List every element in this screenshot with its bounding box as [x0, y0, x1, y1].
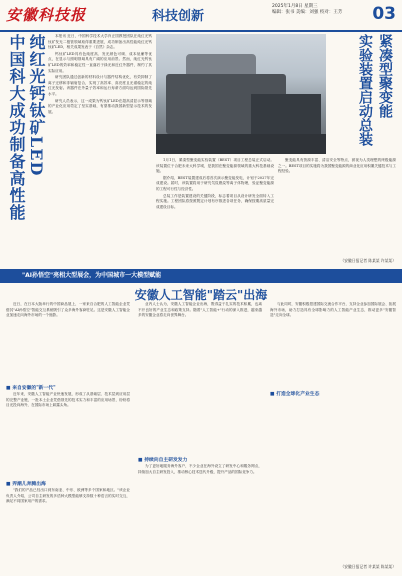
story2-credit: （安徽日报记者 陈某某 许某某） — [340, 258, 396, 263]
story3-subhead: ■ 打造全球化产业生态 — [270, 390, 319, 397]
story3-col1-bottom — [6, 488, 130, 572]
newspaper-logo: 安徽科技报 — [6, 6, 87, 24]
paragraph: 聚变能具有资源丰富、清洁安全等特点，被视为人类理想的终极能源之一。BEST项目的实施将为我国聚变能源的商业化应用积累关键技术与工程经验。 — [278, 158, 396, 174]
story2-body-left — [156, 158, 274, 266]
story3-credit: （安徽日报记者 许某某 陈某某） — [340, 564, 396, 569]
paragraph: 与此同时，安徽积极搭建国际交流合作平台，支持企业参加国际展会、拓展海外市场，助力打造具有全球影响力的人工智能产业生态，推动更多"安徽智造"走向全球。 — [270, 302, 396, 318]
story2-body-right — [278, 158, 396, 256]
story3-subhead: ■ 来自安徽的"新一代" — [6, 384, 56, 391]
paragraph: "我们的产品已经出口到东南亚、中东、欧洲等多个国家和地区。"该企业负责人介绍，公司自主研发的多语种大模型能够支持数十种语言的实时交互，满足不同国家用户的需求。 — [6, 488, 130, 504]
story3-subhead: ■ 持续向自主研发发力 — [138, 456, 187, 463]
paragraph: 1月1日，紧凑型聚变能实验装置（BEST）项目工程总装正式启动。该装置位于合肥未来大科学城，是我国在聚变能源领域的重大科技基础设施。 — [156, 158, 274, 174]
paragraph: 近日，在日本大阪举行的中国商品展上，一家来自合肥的人工智能企业凭借其"AI孙悟空"智能交互系统吸引了众多海外客商驻足。这是安徽人工智能企业加速走向海外市场的一个缩影。 — [6, 302, 130, 318]
story3-banner: "AI孙悟空"亮相大型展会，为中国城市一大模型赋能 — [0, 269, 402, 283]
section-title: 科技创新 — [152, 9, 205, 24]
paragraph: 总装工作是装置建设的关键阶段，标志着项目从设计研发全面转入工程实施。工程团队将按照既定计划有序推进各项任务，确保按期高质量完成建设目标。 — [156, 193, 274, 209]
editor-credits: 编辑：张书 美编：刘强 校对：王芳 — [272, 10, 343, 15]
story1-headline-sub: 纯红光钙钛矿LED — [27, 34, 46, 177]
paragraph: 研究团队通过创新的材料设计与器件结构优化，有效抑制了离子迁移和非辐射复合，实现了高效率、高亮度且光谱稳定的纯红光发射。该器件在外量子效率和运行寿命方面均达到国际领先水平。 — [48, 75, 152, 96]
story3-headline: 安徽人工智能"踏云"出海 — [134, 288, 268, 302]
page-number: 03 — [372, 4, 396, 24]
paragraph: 本报讯 近日，中国科学技术大学肖正国教授团队在纯红光钙钛矿发光二极管领域取得重要进展，成功制备出高性能纯红光钙钛矿LED，相关成果发表于《自然》杂志。 — [48, 34, 152, 50]
masthead — [0, 0, 402, 32]
story2-headline-line2: 实验装置启动总装 — [357, 34, 373, 146]
story2-headline — [330, 34, 396, 154]
story1-body — [48, 34, 152, 266]
paragraph: 近年来，安徽人工智能产业快速发展，形成了从基础层、技术层到应用层的完整产业链，一批本土企业凭借领先的技术实力和丰富的应用场景，纷纷将目光投向海外，在国际市场上崭露头角。 — [6, 392, 130, 408]
paragraph: 业内人士认为，安徽人工智能企业出海，既得益于扎实的技术积累，也离不开良好的产业生态和政策支持。随着"人工智能+"行动的深入推进，越来越多的安徽企业将走向世界舞台。 — [138, 302, 262, 318]
story3-col2-top — [138, 302, 262, 452]
date-text: 2025年1月8日 星期三 — [272, 4, 318, 9]
paragraph: 为了更好地服务海外客户，不少企业在海外设立了研发中心和服务网点，持续加大自主研发投入，推动核心技术迭代升级，提升产品的国际竞争力。 — [138, 464, 262, 474]
story3-col1-top — [6, 302, 130, 382]
dateline — [272, 4, 342, 16]
story3-col2-bottom — [138, 464, 262, 572]
story2-headline-line1: 紧凑型聚变能 — [377, 34, 393, 118]
paragraph: 据介绍，BEST装置建成后将首次演示聚变能发电，计划于2027年完成建设。届时，该装置将用于研究氘氚燃烧等离子体物理，验证聚变能源的工程可行性与经济性。 — [156, 175, 274, 191]
facility-photo — [156, 34, 326, 154]
story3-subhead: ■ 弄潮儿奔腾出海 — [6, 480, 46, 487]
story3-col3-top — [270, 302, 396, 386]
paragraph: 钙钛矿LED具有色纯度高、发光颜色可调、成本低廉等优点，在显示与照明领域具有广阔的应用前景。然而，纯红光钙钛矿LED的效率和稳定性一直落后于绿光和近红外器件，制约了其实际应用。 — [48, 51, 152, 73]
story3-col1-mid — [6, 392, 130, 478]
paragraph: 研究人员表示，这一成果为钙钛矿LED在超高清显示等领域的产业化应用奠定了坚实基础，有望推动我国新型显示技术的发展。 — [48, 98, 152, 114]
story1-headline-main: 中国科大成功制备高性能 — [7, 34, 26, 221]
